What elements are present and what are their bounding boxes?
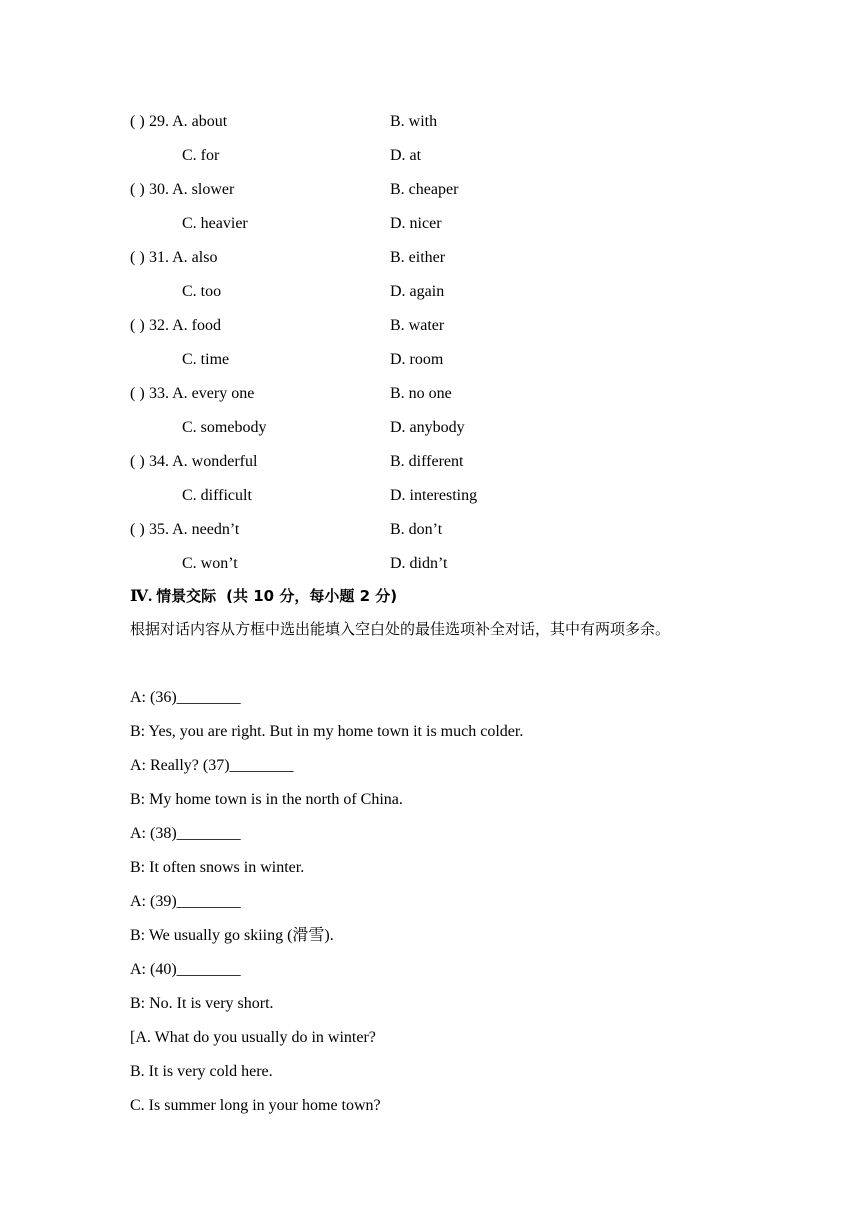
- dialogue-line: A: (40)________: [130, 961, 241, 978]
- box-option: B. It is very cold here.: [130, 1063, 273, 1080]
- option-b: B. water: [390, 317, 445, 334]
- box-option: [A. What do you usually do in winter?: [130, 1029, 376, 1046]
- option-b: B. different: [390, 453, 464, 470]
- option-d: D. didn’t: [390, 555, 448, 572]
- answer-bracket: ( ): [130, 521, 145, 538]
- option-c: C. heavier: [182, 215, 248, 232]
- option-c: C. won’t: [182, 555, 238, 572]
- option-b: B. cheaper: [390, 181, 459, 198]
- option-d: D. at: [390, 147, 422, 164]
- dialogue-line: A: (36)________: [130, 689, 241, 706]
- dialogue-line: B: It often snows in winter.: [130, 859, 305, 876]
- dialogue-line: B: Yes, you are right. But in my home town it is much colder.: [130, 723, 524, 740]
- option-a: 30. A. slower: [149, 181, 235, 198]
- option-b: B. don’t: [390, 521, 443, 538]
- answer-bracket: ( ): [130, 113, 145, 130]
- option-d: D. interesting: [390, 487, 478, 504]
- option-c: C. time: [182, 351, 230, 368]
- dialogue-line: A: (39)________: [130, 893, 241, 910]
- dialogue-line: B: My home town is in the north of China.: [130, 791, 403, 808]
- option-d: D. room: [390, 351, 444, 368]
- option-c: C. for: [182, 147, 220, 164]
- option-b: B. no one: [390, 385, 452, 402]
- option-d: D. again: [390, 283, 445, 300]
- answer-bracket: ( ): [130, 249, 145, 266]
- section-number: Ⅳ.: [130, 588, 153, 605]
- option-c: C. too: [182, 283, 222, 300]
- option-c: C. difficult: [182, 487, 252, 504]
- option-c: C. somebody: [182, 419, 267, 436]
- option-a: 29. A. about: [149, 113, 228, 130]
- answer-bracket: ( ): [130, 453, 145, 470]
- dialogue-line: B: We usually go skiing (滑雪).: [130, 927, 334, 944]
- option-a: 35. A. needn’t: [149, 521, 240, 538]
- box-option: C. Is summer long in your home town?: [130, 1097, 381, 1114]
- dialogue-line: B: No. It is very short.: [130, 995, 274, 1012]
- option-a: 32. A. food: [149, 317, 221, 334]
- option-b: B. either: [390, 249, 446, 266]
- section-heading: [130, 586, 397, 607]
- section-title: 情景交际: [156, 587, 217, 605]
- option-d: D. anybody: [390, 419, 465, 436]
- section-instruction: 根据对话内容从方框中选出能填入空白处的最佳选项补全对话，其中有两项多余。: [130, 620, 671, 638]
- dialogue-line: A: (38)________: [130, 825, 241, 842]
- option-d: D. nicer: [390, 215, 442, 232]
- option-a: 34. A. wonderful: [149, 453, 258, 470]
- option-a: 31. A. also: [149, 249, 218, 266]
- option-b: B. with: [390, 113, 438, 130]
- answer-bracket: ( ): [130, 181, 145, 198]
- section-score: (共 10 分，每小题 2 分): [226, 587, 398, 605]
- dialogue-line: A: Really? (37)________: [130, 757, 294, 774]
- option-a: 33. A. every one: [149, 385, 255, 402]
- answer-bracket: ( ): [130, 317, 145, 334]
- answer-bracket: ( ): [130, 385, 145, 402]
